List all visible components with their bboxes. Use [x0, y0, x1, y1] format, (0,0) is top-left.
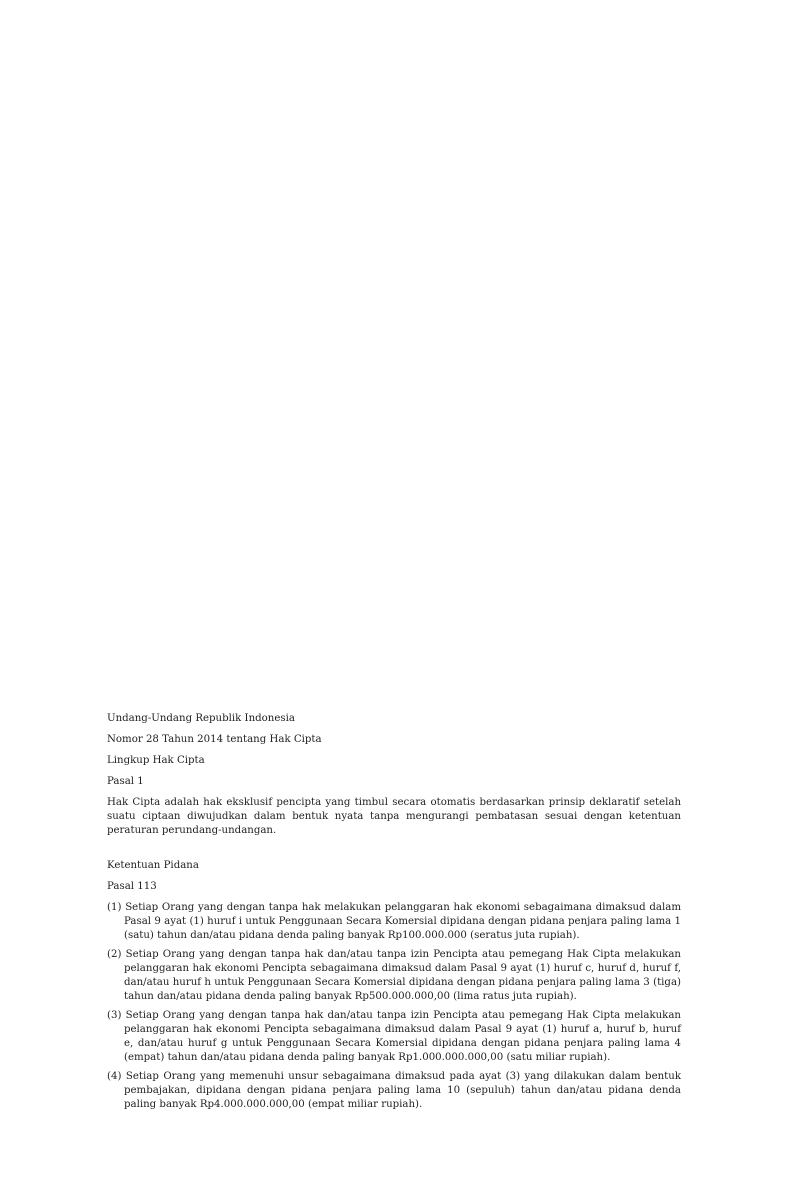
scope-text: Hak Cipta adalah hak eksklusif pencipta yang timbul secara otomatis berdasarkan prinsip deklaratif setelah suatu ciptaan diwujudkan dalam bentuk nyata tanpa mengurangi pembatasan sesuai dengan ketentuan peraturan perundang-undangan. [107, 797, 681, 836]
section-spacer [107, 838, 681, 859]
item-number: (4) [107, 1071, 122, 1082]
scope-heading: Lingkup Hak Cipta [107, 755, 205, 766]
item-number: (1) [107, 902, 122, 913]
criminal-items-list [107, 901, 681, 1112]
law-number: Nomor 28 Tahun 2014 tentang Hak Cipta [107, 734, 322, 745]
criminal-item [107, 1070, 681, 1112]
copyright-notice-page [107, 712, 681, 1117]
criminal-heading: Ketentuan Pidana [107, 860, 199, 871]
item-text: Setiap Orang yang memenuhi unsur sebagaimana dimaksud pada ayat (3) yang dilakukan dalam bentuk pembajakan, dipidana dengan pidana penjara paling lama 10 (sepuluh) tahun dan/atau pidana denda paling banyak Rp4.000.000.000,00 (empat miliar rupiah). [124, 1071, 681, 1110]
criminal-item [107, 1009, 681, 1065]
scope-article: Pasal 1 [107, 776, 144, 787]
item-text: Setiap Orang yang dengan tanpa hak melakukan pelanggaran hak ekonomi sebagaimana dimaksud dalam Pasal 9 ayat (1) huruf i untuk Penggunaan Secara Komersial dipidana dengan pidana penjara paling lama 1 (satu) tahun dan/atau pidana denda paling banyak Rp100.000.000 (seratus juta rupiah). [124, 902, 681, 941]
criminal-item [107, 948, 681, 1004]
law-title: Undang-Undang Republik Indonesia [107, 713, 295, 724]
item-text: Setiap Orang yang dengan tanpa hak dan/atau tanpa izin Pencipta atau pemegang Hak Cipta melakukan pelanggaran hak ekonomi Pencipta sebagaimana dimaksud dalam Pasal 9 ayat (1) huruf c, huruf d, huruf f, dan/atau huruf h untuk Penggunaan Secara Komersial dipidana dengan pidana penjara paling lama 3 (tiga) tahun dan/atau pidana denda paling banyak Rp500.000.000,00 (lima ratus juta rupiah). [124, 949, 681, 1002]
item-number: (3) [107, 1010, 122, 1021]
item-number: (2) [107, 949, 122, 960]
item-text: Setiap Orang yang dengan tanpa hak dan/atau tanpa izin Pencipta atau pemegang Hak Cipta melakukan pelanggaran hak ekonomi Pencipta sebagaimana dimaksud dalam Pasal 9 ayat (1) huruf a, huruf b, huruf e, dan/atau huruf g untuk Penggunaan Secara Komersial dipidana dengan pidana penjara paling lama 4 (empat) tahun dan/atau pidana denda paling banyak Rp1.000.000.000,00 (satu miliar rupiah). [124, 1010, 681, 1063]
criminal-article: Pasal 113 [107, 881, 157, 892]
criminal-item [107, 901, 681, 943]
